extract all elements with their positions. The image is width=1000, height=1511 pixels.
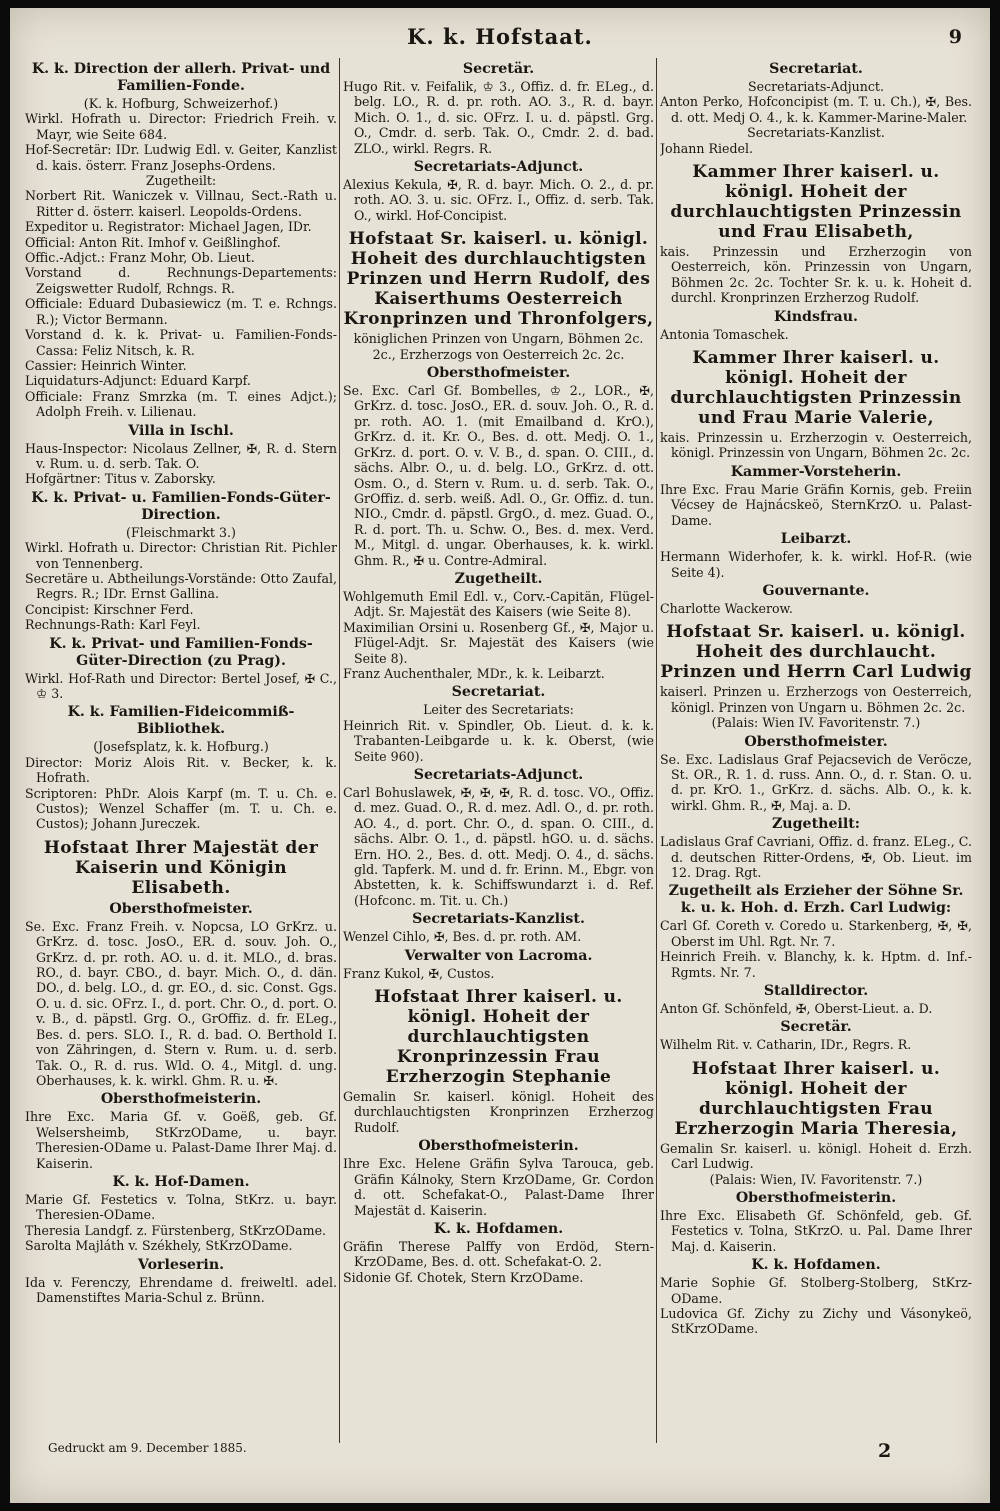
entry-text: Officiale: Franz Smrzka (m. T. eines Adjct.); Adolph Freih. v. Lilienau. — [25, 388, 337, 420]
entry-text: Anton Gf. Schönfeld, ✠, Oberst-Lieut. a. D. — [660, 1001, 933, 1016]
section-heading: K. k. Privat- u. Familien-Fonds-Güter-Direction. — [31, 489, 331, 523]
entry-text: Franz Kukol, ✠, Custos. — [343, 965, 495, 981]
section-heading: K. k. Hofdamen. — [433, 1220, 564, 1237]
section-heading: Secretariat. — [769, 61, 863, 77]
section-heading: K. k. Hof-Damen. — [112, 1173, 250, 1190]
entry-text: Se. Exc. Carl Gf. Bombelles, ♔ 2., LOR., ✠, GrKrz. d. tosc. JosO., ER. d. souv. Joh. O., R. d. pr. roth. AO. 1. (mit Emailband d. KrO.), GrKrz. d. it. Kr. O., Bes. d. ott. Medj. O. 1., GrKrz. d. port. O. v. V. B., d. span. O. CIII., d. sächs. Albr. O., u. d. belg. LO., GrKrz. d. ott. Osm. O., d. Stern v. Rum. u. d. serb. Tak. O., GrOffiz. d. serb. weiß. Adl. O., Gr. Offiz. d. tun. NIO., Cmdr. d. päpstl. GrgO., d. mez. Guad. O., R. d. port. Th. u. Schw. O., Bes. d. mex. Verd. M., Mitgl. d. ungar. Oberhauses, k. k. wirkl. Ghm. R., ✠ u. Contre-Admiral. — [343, 383, 654, 568]
entry-text: Sidonie Gf. Chotek, Stern KrzODame. — [343, 1269, 584, 1285]
household-heading: Hofstaat Sr. kaiserl. u. königl. Hoheit des durchlaucht. Prinzen und Herrn Carl Ludwig — [660, 622, 972, 683]
entry-text: Ihre Exc. Helene Gräfin Sylva Tarouca, geb. Gräfin Kálnoky, Stern KrzODame, Gr. Cordon d. ott. Schefakat-O., Palast-Dame Ihrer Majestät d. Kaiserin. — [343, 1156, 654, 1218]
entry-text: Hofgärtner: Titus v. Zaborsky. — [25, 471, 216, 487]
subheading: königlichen Prinzen von Ungarn, Böhmen 2c. 2c., Erzherzogs von Oesterreich 2c. 2c. — [353, 331, 644, 362]
page-title: K. k. Hofstaat. — [407, 24, 593, 49]
household-heading: Kammer Ihrer kaiserl. u. königl. Hoheit der durchlauchtigsten Prinzessin und Frau Marie Valerie, — [670, 348, 962, 429]
entry-text: Alexius Kekula, ✠, R. d. bayr. Mich. O. 2., d. pr. roth. AO. 3. u. sic. OFrz. I., Offiz. d. serb. Tak. O., wirkl. Hof-Concipist. — [343, 177, 654, 223]
entry-text: Wilhelm Rit. v. Catharin, IDr., Regrs. R. — [660, 1037, 912, 1053]
section-heading: K. k. Direction der allerh. Privat- und Familien-Fonde. — [31, 61, 331, 94]
entry-text: Wirkl. Hof-Rath und Director: Bertel Josef, ✠ C., ♔ 3. — [25, 670, 337, 701]
entry-text: Se. Exc. Ladislaus Graf Pejacsevich de Veröcze, St. OR., R. 1. d. russ. Ann. O., d. r. Stan. O. u. d. pr. KrO. 1., GrKrz. d. sächs. Alb. O., k. k. wirkl. Ghm. R., ✠, Maj. a. D. — [660, 751, 972, 813]
entry-text: Haus-Inspector: Nicolaus Zellner, ✠, R. d. Stern v. Rum. u. d. serb. Tak. O. — [25, 440, 337, 471]
entry-text: Antonia Tomaschek. — [660, 326, 789, 342]
entry-text: Se. Exc. Franz Freih. v. Nopcsa, LO GrKrz. u. GrKrz. d. tosc. JosO., ER. d. souv. Joh. O., GrKrz. d. pr. roth. AO. u. d. it. MLO., d. bras. RO., d. bayr. CBO., d. bayr. Mich. O., d. dän. DO., d. belg. LO., d. gr. EO., d. sic. Const. Ggs. O. u. d. sic. OFrz. I., d. port. Chr. O., d. port. O. v. B., d. päpstl. Grg. O., GrOffiz. d. fr. ELeg., Bes. d. pers. SLO. I., R. d. bad. O. Berthold I. von Zähringen, d. Stern v. Rum. u. d. serb. Tak. O., R. d. rus. Wld. O. 4., Mitgl. d. ung. Oberhauses, k. k. wirkl. Ghm. R. u. ✠. — [25, 918, 337, 1088]
entry-text: Hof-Secretär: IDr. Ludwig Edl. v. Geiter, Kanzlist d. kais. österr. Franz Josephs-Ordens. — [25, 142, 337, 173]
entry-text: Wirkl. Hofrath u. Director: Christian Rit. Pichler von Tennenberg. — [25, 540, 337, 571]
column-1 — [25, 58, 337, 1458]
entry-text: Ihre Exc. Elisabeth Gf. Schönfeld, geb. Gf. Festetics v. Tolna, StKrzO. u. Pal. Dame Ihrer Maj. d. Kaiserin. — [660, 1208, 972, 1254]
subheading: (Palais: Wien IV. Favoritenstr. 7.) — [711, 715, 921, 731]
subheading: Leiter des Secretariats: — [423, 702, 574, 718]
entry-text: Gemalin Sr. kaiserl. königl. Hoheit des durchlauchtigsten Kronprinzen Erzherzog Rudolf. — [343, 1089, 654, 1135]
entry-text: Franz Auchenthaler, MDr., k. k. Leibarzt. — [343, 665, 605, 681]
entry-text: Cassier: Heinrich Winter. — [25, 357, 187, 373]
entry-text: Maximilian Orsini u. Rosenberg Gf., ✠, Major u. Flügel-Adjt. Sr. Majestät des Kaisers (wie Seite 8). — [343, 619, 654, 666]
entry-text: Secretäre u. Abtheilungs-Vorstände: Otto Zaufal, Regrs. R.; IDr. Ernst Gallina. — [25, 570, 337, 602]
entry-text: Ida v. Ferenczy, Ehrendame d. freiweltl. adel. Damenstiftes Maria-Schul z. Brünn. — [25, 1274, 337, 1305]
section-heading: Villa in Ischl. — [128, 422, 234, 439]
subheading: (K. k. Hofburg, Schweizerhof.) — [83, 96, 279, 111]
household-heading: Hofstaat Ihrer Majestät der Kaiserin und Königin Elisabeth. — [43, 837, 319, 898]
entry-text: Carl Bohuslawek, ✠, ✠, ✠, R. d. tosc. VO., Offiz. d. mez. Guad. O., R. d. mez. Adl. O., d. pr. roth. AO. 4., d. port. Chr. O., d. span. O. CIII., d. sächs. Albr. O. 1., d. päpstl. hGO. u. d. sächs. Ern. HO. 2., Bes. d. ott. Medj. O. 4., d. sächs. gld. Tapferk. M. und d. fr. Erinn. M., Ebgr. von Abstetten, k. k. Schiffswundarzt i. d. Ref. (Hofconc. m. Tit. u. Ch.) — [343, 785, 654, 908]
column-divider — [656, 58, 657, 1443]
entry-text: Wohlgemuth Emil Edl. v., Corv.-Capitän, Flügel-Adjt. Sr. Majestät des Kaisers (wie Seite 8). — [343, 588, 654, 620]
section-heading: Secretariats-Adjunct. — [413, 159, 584, 176]
entry-text: Ihre Exc. Frau Marie Gräfin Kornis, geb. Freiin Vécsey de Hajnácskeö, SternKrzO. u. Palast-Dame. — [660, 481, 972, 528]
section-heading: Kammer-Vorsteherin. — [730, 463, 902, 480]
section-heading: Obersthofmeisterin. — [100, 1091, 262, 1108]
entry-text: Official: Anton Rit. Imhof v. Geißlinghof. — [25, 234, 281, 250]
entry-text: Heinrich Rit. v. Spindler, Ob. Lieut. d. k. k. Trabanten-Leibgarde u. k. k. Oberst, (wie Seite 960). — [343, 717, 654, 764]
entry-text: kaiserl. Prinzen u. Erzherzogs von Oesterreich, königl. Prinzen von Ungarn u. Böhmen 2c. 2c. — [660, 684, 972, 715]
section-heading: K. k. Familien-Fideicommiß-Bibliothek. — [67, 704, 295, 738]
section-heading: Secretariat. — [451, 684, 546, 701]
entry-text: Ihre Exc. Maria Gf. v. Goëß, geb. Gf. Welsersheimb, StKrzODame, u. bayr. Theresien-ODame u. Palast-Dame Ihrer Maj. d. Kaiserin. — [25, 1109, 337, 1171]
entry-text: Sarolta Majláth v. Székhely, StKrzODame. — [25, 1238, 293, 1254]
subheading: (Josefsplatz, k. k. Hofburg.) — [93, 739, 269, 755]
entry-text: Gemalin Sr. kaiserl. u. königl. Hoheit d. Erzh. Carl Ludwig. — [660, 1140, 972, 1172]
section-heading: Secretariats-Kanzlist. — [412, 911, 585, 928]
section-heading: Zugetheilt: — [771, 816, 861, 833]
section-heading: Obersthofmeisterin. — [418, 1138, 579, 1155]
section-heading: Verwalter von Lacroma. — [404, 947, 593, 964]
column-2 — [343, 58, 654, 1458]
column-divider — [339, 58, 340, 1443]
page-number: 9 — [948, 26, 962, 48]
entry-text: Heinrich Freih. v. Blanchy, k. k. Hptm. d. Inf.-Rgmts. Nr. 7. — [660, 949, 972, 980]
signature-mark: 2 — [878, 1440, 892, 1462]
section-heading: Obersthofmeister. — [109, 900, 253, 917]
entry-text: Director: Moriz Alois Rit. v. Becker, k. k. Hofrath. — [25, 754, 337, 786]
entry-text: Theresia Landgf. z. Fürstenberg, StKrzODame. — [25, 1222, 327, 1238]
print-date: Gedruckt am 9. December 1885. — [48, 1441, 247, 1455]
entry-text: Marie Sophie Gf. Stolberg-Stolberg, StKrz-ODame. — [660, 1275, 972, 1306]
entry-text: Marie Gf. Festetics v. Tolna, StKrz. u. bayr. Theresien-ODame. — [25, 1191, 337, 1223]
entry-text: Wirkl. Hofrath u. Director: Friedrich Freih. v. Mayr, wie Seite 684. — [25, 111, 337, 142]
entry-text: Ladislaus Graf Cavriani, Offiz. d. franz. ELeg., C. d. deutschen Ritter-Ordens, ✠, Ob. Lieut. im 12. Drag. Rgt. — [660, 834, 972, 880]
household-heading: Hofstaat Ihrer kaiserl. u. königl. Hoheit der durchlauchtigsten Kronprinzessin Frau Erzherzogin Stephanie — [374, 987, 623, 1088]
section-heading: Leibarzt. — [780, 531, 852, 548]
entry-text: Charlotte Wackerow. — [660, 600, 793, 616]
section-heading: Secretariats-Adjunct. — [413, 767, 584, 783]
page-sheet — [10, 8, 990, 1503]
entry-text: Offic.-Adjct.: Franz Mohr, Ob. Lieut. — [25, 250, 255, 266]
entry-text: Scriptoren: PhDr. Alois Karpf (m. T. u. Ch. e. Custos); Wenzel Schaffer (m. T. u. Ch. e. Custos); Johann Jureczek. — [25, 785, 337, 832]
section-heading: K. k. Privat- und Familien-Fonds-Güter-Direction (zu Prag). — [49, 635, 313, 669]
entry-text: Ludovica Gf. Zichy zu Zichy und Vásonykeö, StKrzODame. — [660, 1306, 972, 1337]
subheading: (Palais: Wien, IV. Favoritenstr. 7.) — [709, 1171, 923, 1187]
section-heading: Kindsfrau. — [774, 308, 858, 325]
section-heading: Obersthofmeister. — [744, 733, 888, 750]
entry-text: Anton Perko, Hofconcipist (m. T. u. Ch.), ✠, Bes. d. ott. Medj O. 4., k. k. Kammer-Marine-Maler. — [660, 94, 972, 125]
entry-text: Wenzel Cihlo, ✠, Bes. d. pr. roth. AM. — [343, 929, 582, 945]
section-heading: Secretär. — [780, 1019, 852, 1036]
section-heading: Vorleserin. — [137, 1256, 225, 1273]
entry-text: Concipist: Kirschner Ferd. — [25, 601, 194, 617]
section-heading: Stalldirector. — [763, 983, 869, 999]
subheading: (Fleischmarkt 3.) — [126, 524, 236, 540]
entry-text: kais. Prinzessin u. Erzherzogin v. Oesterreich, königl. Prinzessin von Ungarn, Böhmen 2c. 2c. — [660, 430, 972, 461]
section-heading: Obersthofmeister. — [426, 365, 571, 382]
entry-text: Vorstand d. Rechnungs-Departements: Zeigswetter Rudolf, Rchngs. R. — [25, 265, 337, 296]
section-heading: Zugetheilt als Erzieher der Söhne Sr. k. u. k. Hoh. d. Erzh. Carl Ludwig: — [668, 883, 964, 917]
section-heading: Obersthofmeisterin. — [735, 1190, 897, 1207]
section-heading: Zugetheilt. — [454, 570, 543, 587]
entry-text: Norbert Rit. Waniczek v. Villnau, Sect.-Rath u. Ritter d. österr. kaiserl. Leopolds-Ordens. — [25, 188, 337, 219]
section-heading: Gouvernante. — [762, 582, 870, 599]
entry-text: Expeditor u. Registrator: Michael Jagen, IDr. — [25, 219, 312, 235]
entry-text: Officiale: Eduard Dubasiewicz (m. T. e. Rchngs. R.); Victor Bermann. — [25, 296, 337, 327]
entry-text: Johann Riedel. — [660, 140, 753, 156]
section-heading: Secretär. — [462, 61, 535, 77]
entry-text: Rechnungs-Rath: Karl Feyl. — [25, 617, 201, 633]
subheading: Secretariats-Kanzlist. — [747, 125, 885, 141]
subheading: Zugetheilt: — [145, 173, 217, 189]
entry-text: Hugo Rit. v. Feifalik, ♔ 3., Offiz. d. fr. ELeg., d. belg. LO., R. d. pr. roth. AO. 3., R. d. bayr. Mich. O. 1., d. sic. OFrz. I. u. d. päpstl. Grg. O., Cmdr. d. serb. Tak. O., Cmdr. 2. d. bad. ZLO., wirkl. Regrs. R. — [343, 79, 654, 156]
entry-text: Carl Gf. Coreth v. Coredo u. Starkenberg, ✠, ✠, Oberst im Uhl. Rgt. Nr. 7. — [660, 918, 972, 949]
entry-text: kais. Prinzessin und Erzherzogin von Oesterreich, kön. Prinzessin von Ungarn, Böhmen 2c. 2c. Tochter Sr. k. u. k. Hoheit d. durchl. Kronprinzen Erzherzog Rudolf. — [660, 244, 972, 306]
column-3 — [660, 58, 972, 1458]
entry-text: Liquidaturs-Adjunct: Eduard Karpf. — [25, 373, 251, 389]
subheading: Secretariats-Adjunct. — [748, 79, 884, 94]
entry-text: Gräfin Therese Palffy von Erdöd, Stern-KrzODame, Bes. d. ott. Schefakat-O. 2. — [343, 1238, 654, 1270]
household-heading: Hofstaat Ihrer kaiserl. u. königl. Hoheit der durchlauchtigsten Frau Erzherzogin Maria Theresia, — [674, 1058, 958, 1139]
section-heading: K. k. Hofdamen. — [751, 1257, 881, 1274]
household-heading: Hofstaat Sr. kaiserl. u. königl. Hoheit des durchlauchtigsten Prinzen und Herrn Rudolf, des Kaiserthums Oesterreich Kronprinzen und Thronfolgers, — [343, 229, 654, 330]
household-heading: Kammer Ihrer kaiserl. u. königl. Hoheit der durchlauchtigsten Prinzessin und Frau Elisabeth, — [670, 162, 962, 243]
entry-text: Hermann Widerhofer, k. k. wirkl. Hof-R. (wie Seite 4). — [660, 549, 972, 580]
entry-text: Vorstand d. k. k. Privat- u. Familien-Fonds-Cassa: Feliz Nitsch, k. R. — [25, 327, 337, 358]
